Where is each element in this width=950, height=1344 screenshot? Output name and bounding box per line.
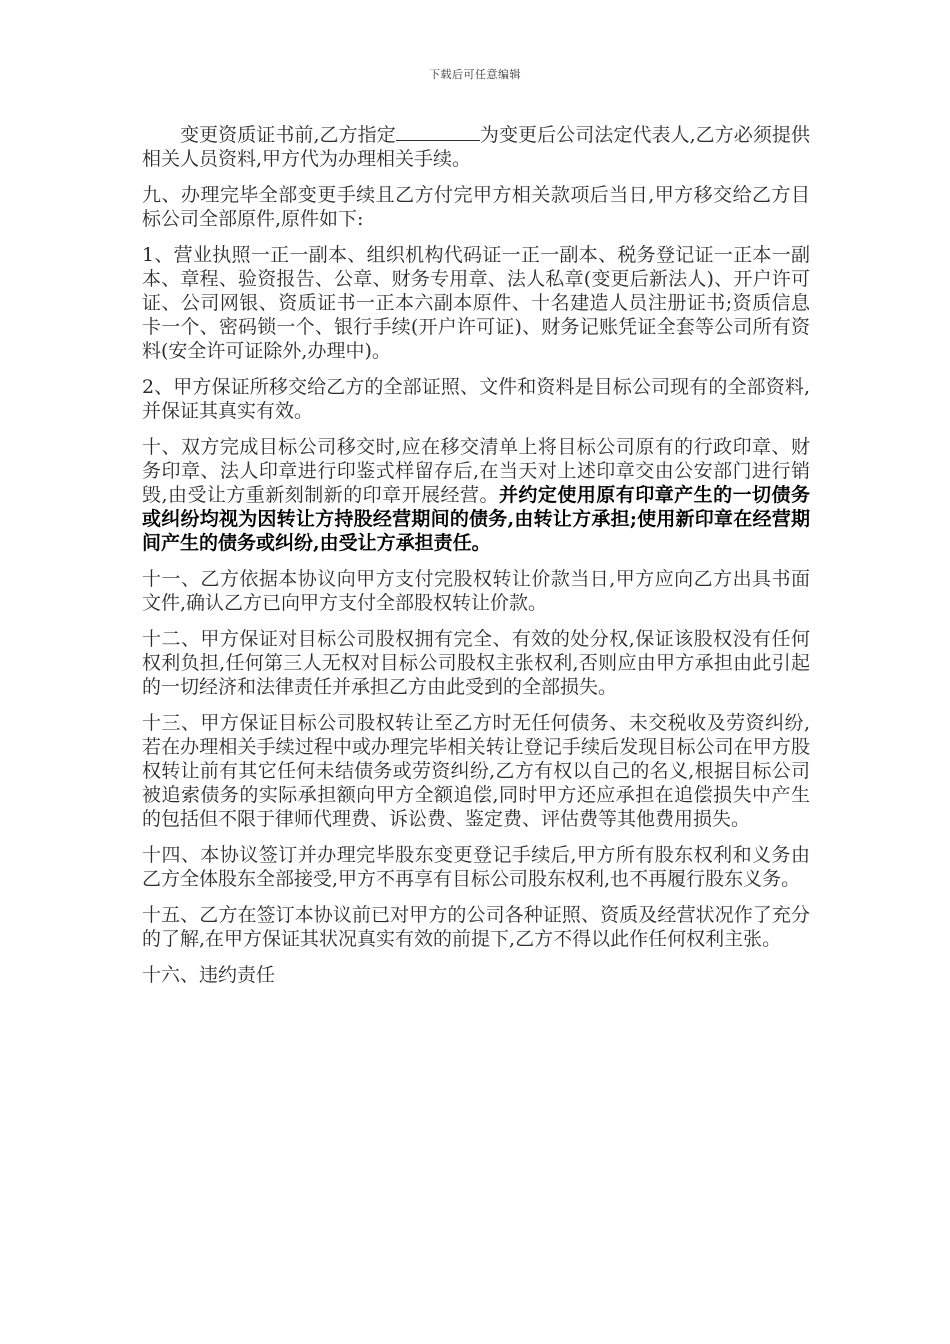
paragraph-clause-16: 十六、违约责任 (142, 964, 276, 986)
paragraph-clause-14: 十四、本协议签订并办理完毕股东变更登记手续后,甲方所有股东权利和义务由乙方全体股东全部接受,甲方不再享有目标公司股东权利,也不再履行股东义务。 (142, 844, 810, 890)
paragraph-clause-9-item-2: 2、甲方保证所移交给乙方的全部证照、文件和资料是目标公司现有的全部资料,并保证其真实有效。 (142, 376, 810, 422)
paragraph-text: 为变更后公司法定代表人,乙方必须提供相关人员资料,甲方代为办理相关手续。 (142, 124, 810, 170)
paragraph-clause-12: 十二、甲方保证对目标公司股权拥有完全、有效的处分权,保证该股权没有任何权利负担,任何第三人无权对目标公司股权主张权利,否则应由甲方承担由此引起的一切经济和法律责任并承担乙方由此受到的全部损失。 (142, 628, 810, 698)
paragraph-clause-10 (142, 435, 810, 555)
document-body (142, 122, 810, 999)
paragraph-clause-9-item-1: 1、营业执照一正一副本、组织机构代码证一正一副本、税务登记证一正本一副本、章程、验资报告、公章、财务专用章、法人私章(变更后新法人)、开户许可证、公司网银、资质证书一正本六副本原件、十名建造人员注册证书;资质信息卡一个、密码锁一个、银行手续(开户许可证)、财务记账凭证全套等公司所有资料(安全许可证除外,办理中)。 (142, 244, 810, 362)
paragraph-bold-text: 并约定使用原有印章产生的一切债务或纠纷均视为因转让方持股经营期间的债务,由转让方承担;使用新印章在经营期间产生的债务或纠纷,由受让方承担责任。 (142, 484, 810, 554)
paragraph-clause-11: 十一、乙方依据本协议向甲方支付完股权转让价款当日,甲方应向乙方出具书面文件,确认乙方已向甲方支付全部股权转让价款。 (142, 568, 810, 614)
page-header: 下载后可任意编辑 (429, 68, 521, 81)
paragraph-clause-9: 九、办理完毕全部变更手续且乙方付完甲方相关款项后当日,甲方移交给乙方目标公司全部原件,原件如下: (142, 184, 810, 230)
paragraph-clause-13: 十三、甲方保证目标公司股权转让至乙方时无任何债务、未交税收及劳资纠纷,若在办理相关手续过程中或办理完毕相关转让登记手续后发现目标公司在甲方股权转让前有其它任何未结债务或劳资纠纷,乙方有权以自己的名义,根据目标公司被追索债务的实际承担额向甲方全额追偿,同时甲方还应承担在追偿损失中产生的包括但不限于律师代理费、诉讼费、鉴定费、评估费等其他费用损失。 (142, 712, 810, 830)
paragraph-text: 变更资质证书前,乙方指定 (180, 124, 396, 146)
paragraph-text: 十、双方完成目标公司移交时,应在移交清单上将目标公司原有的行政印章、财务印章、法人印章进行印鉴式样留存后,在当天对上述印章交由公安部门进行销毁,由受让方重新刻制新的印章开展经营。 (142, 436, 810, 506)
fill-in-blank (396, 122, 480, 141)
paragraph-clause-15: 十五、乙方在签订本协议前已对甲方的公司各种证照、资质及经营状况作了充分的了解,在甲方保证其状况真实有效的前提下,乙方不得以此作任何权利主张。 (142, 904, 810, 950)
paragraph-legal-representative (142, 122, 810, 171)
